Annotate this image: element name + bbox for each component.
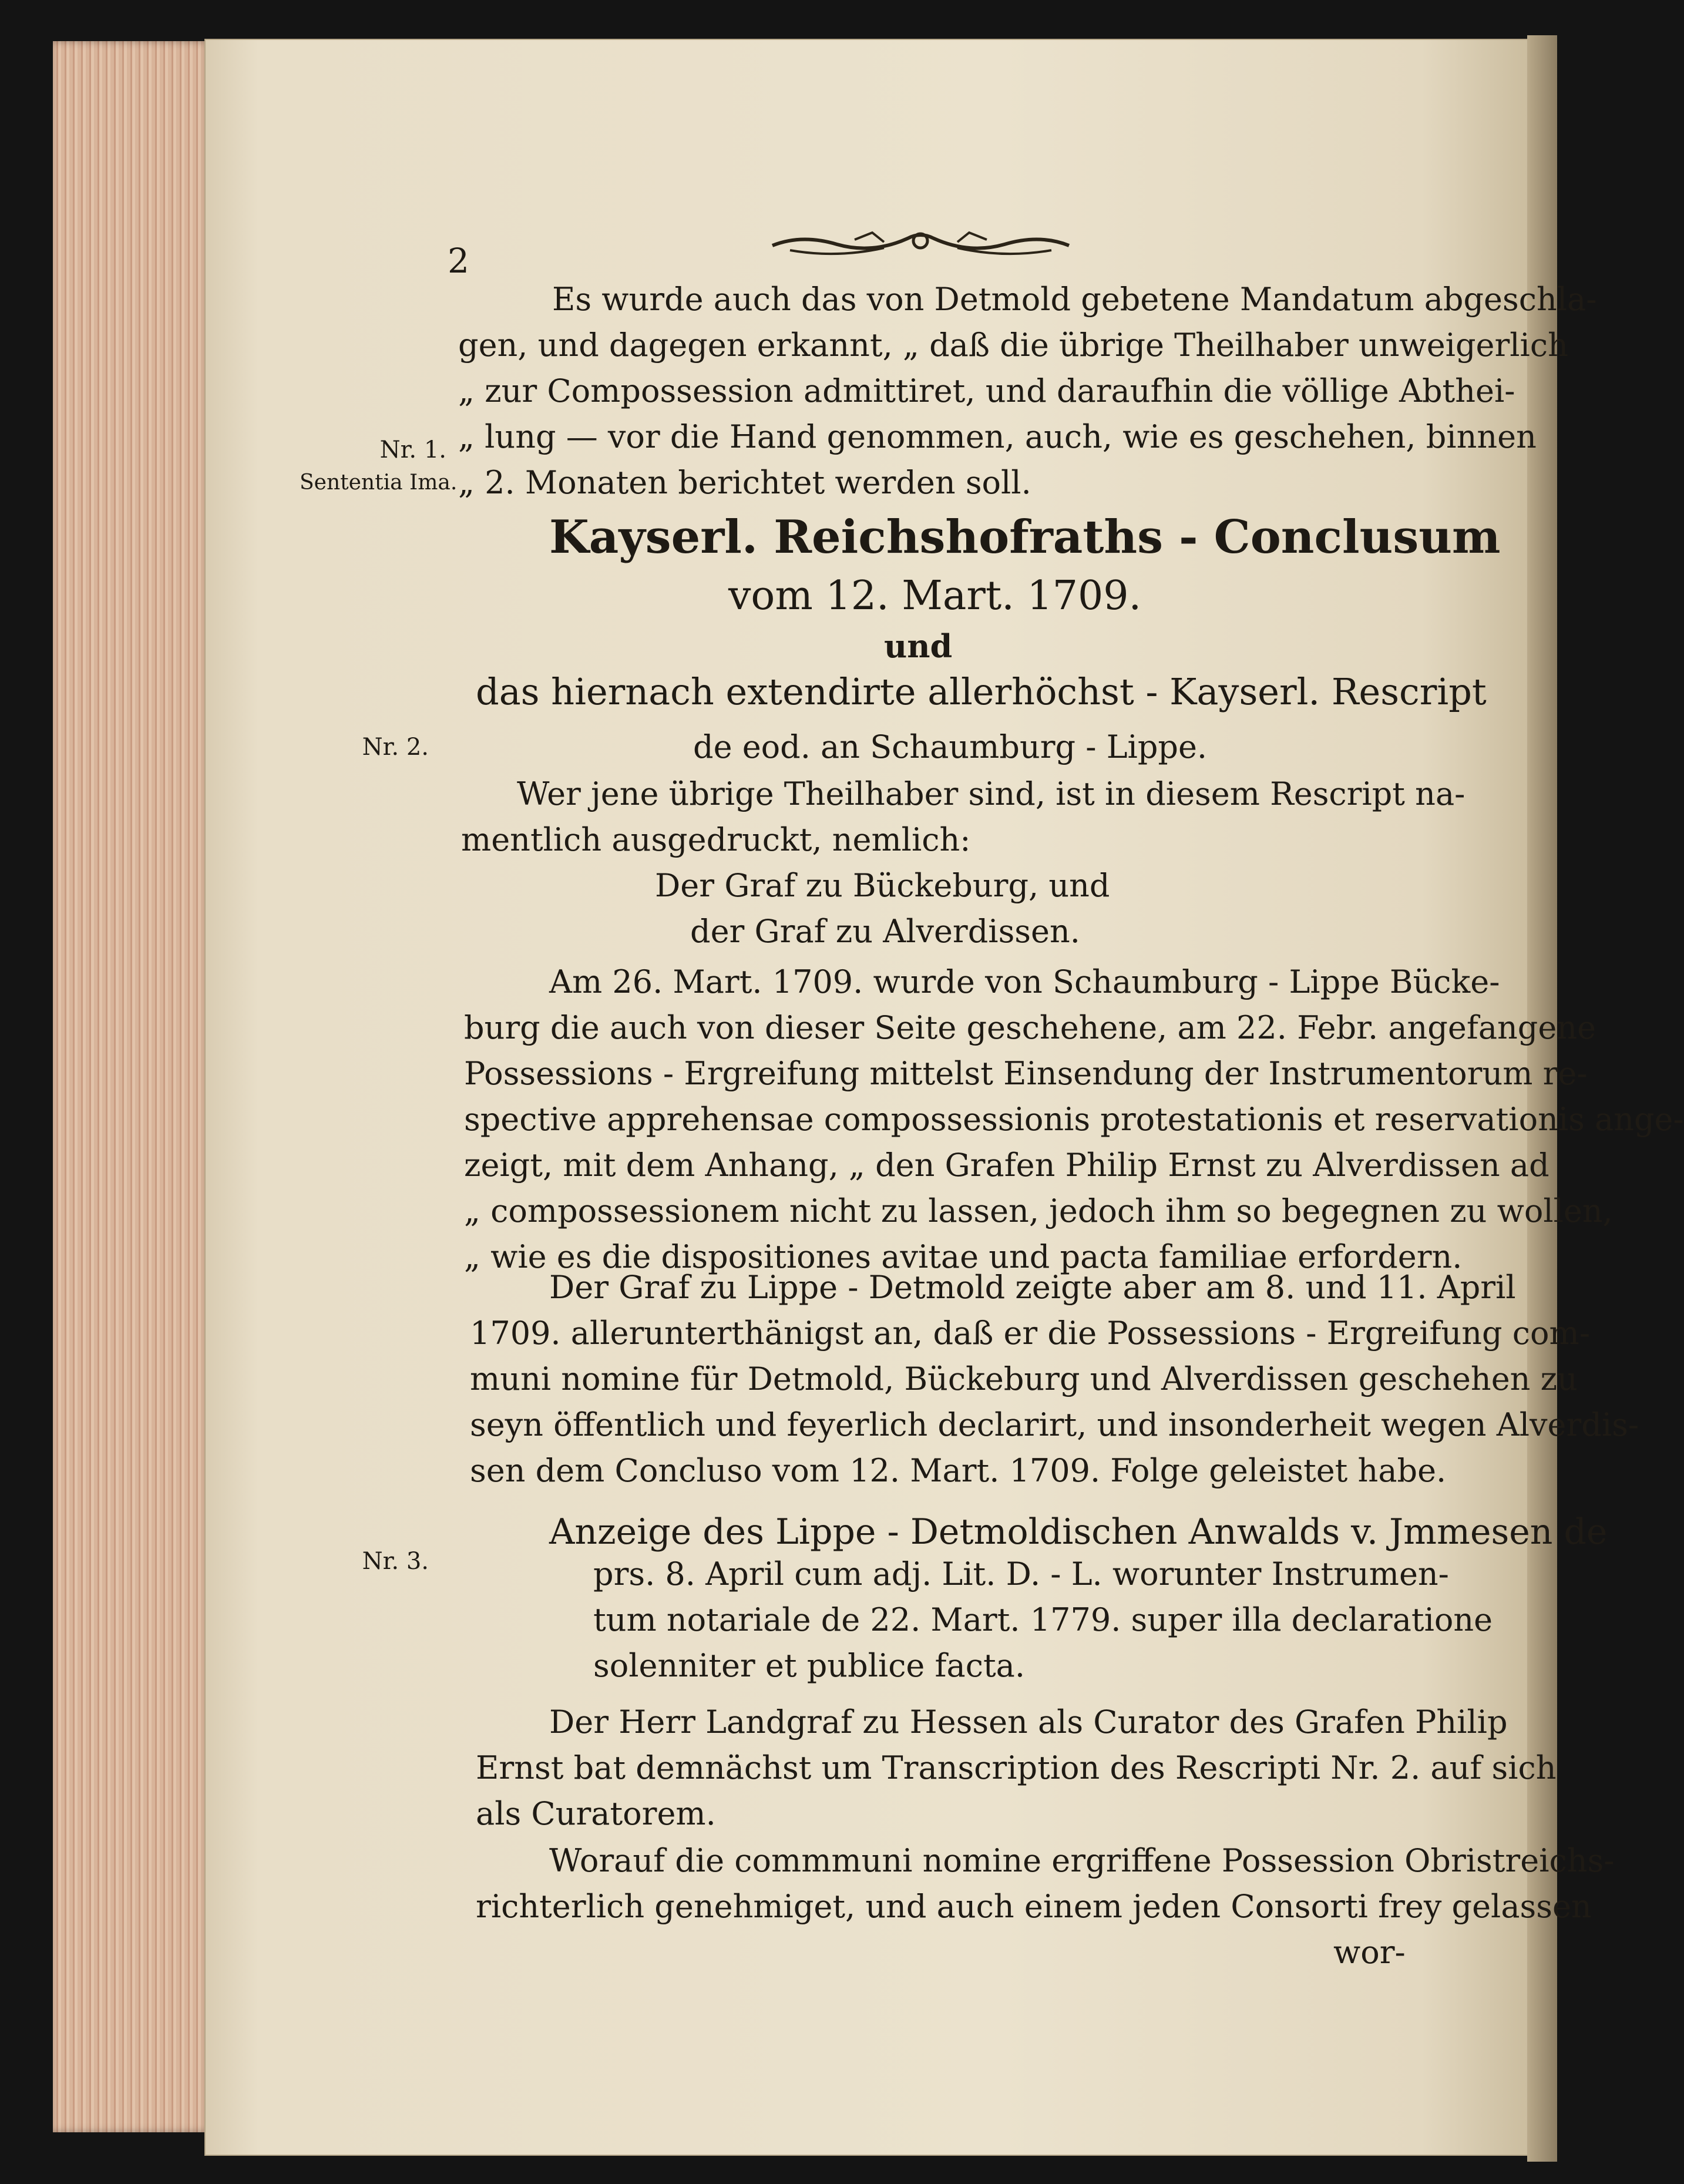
para3-line1: Am 26. Mart. 1709. wurde von Schaumburg - Lippe Bücke- (549, 963, 1500, 1000)
para1-line1: Es wurde auch das von Detmold gebetene Mandatum abgeschla- (552, 281, 1597, 318)
heading2-line1: Anzeige des Lippe - Detmoldischen Anwalds v. Jmmesen de (549, 1511, 1608, 1553)
book-page-edges (53, 41, 211, 2132)
para5-line3: als Curatorem. (476, 1795, 716, 1832)
para2-line3: Der Graf zu Bückeburg, und (655, 867, 1110, 904)
para5-line2: Ernst bat demnächst um Transcription des Rescripti Nr. 2. auf sich (476, 1749, 1557, 1786)
para1-line5: „ 2. Monaten berichtet werden soll. (458, 464, 1031, 501)
para4-line2: 1709. allerunterthänigst an, daß er die Possessions - Ergreifung com- (470, 1315, 1590, 1352)
para1-line3: „ zur Compossession admittiret, und daraufhin die völlige Abthei- (458, 372, 1515, 409)
para4-line5: sen dem Concluso vom 12. Mart. 1709. Folge geleistet habe. (470, 1452, 1447, 1489)
heading2-line2: prs. 8. April cum adj. Lit. D. - L. worunter Instrumen- (593, 1555, 1449, 1592)
para3-line5: zeigt, mit dem Anhang, „ den Grafen Philip Ernst zu Alverdissen ad (464, 1147, 1549, 1184)
para6-line1: Worauf die commmuni nomine ergriffene Possession Obristreichs- (549, 1842, 1615, 1879)
para3-line2: burg die auch von dieser Seite geschehene, am 22. Febr. angefangene (464, 1009, 1596, 1046)
para6-line2: richterlich genehmiget, und auch einem jeden Consorti frey gelassen (476, 1888, 1592, 1925)
para1-line2: gen, und dagegen erkannt, „ daß die übrige Theilhaber unweigerlich (458, 327, 1568, 364)
catchword: wor- (1333, 1934, 1406, 1971)
heading2-line4: solenniter et publice facta. (593, 1647, 1026, 1684)
para3-line4: spective apprehensae compossessionis protestationis et reservationis ange- (464, 1101, 1684, 1138)
para3-line7: „ wie es die dispositiones avitae und pacta familiae erfordern. (464, 1238, 1463, 1275)
heading1-line1: Kayserl. Reichshofraths - Conclusum (549, 510, 1501, 564)
margin-nr2: Nr. 2. (362, 734, 429, 761)
margin-nr1: Nr. 1. (379, 436, 446, 463)
para2-line1: Wer jene übrige Theilhaber sind, ist in diesem Rescript na- (517, 775, 1465, 812)
para4-line3: muni nomine für Detmold, Bückeburg und Alverdissen geschehen zu (470, 1360, 1578, 1397)
margin-nr3: Nr. 3. (362, 1548, 429, 1575)
heading1-line3: und (884, 627, 953, 665)
para4-line4: seyn öffentlich und feyerlich declarirt, und insonderheit wegen Alverdis- (470, 1406, 1639, 1443)
heading2-line3: tum notariale de 22. Mart. 1779. super illa declaratione (593, 1601, 1493, 1638)
para3-line3: Possessions - Ergreifung mittelst Einsendung der Instrumentorum re- (464, 1055, 1588, 1092)
para3-line6: „ compossessionem nicht zu lassen, jedoch ihm so begegnen zu wollen, (464, 1192, 1613, 1229)
para5-line1: Der Herr Landgraf zu Hessen als Curator des Grafen Philip (549, 1703, 1508, 1741)
margin-sententia: Sententia Ima. (300, 471, 458, 495)
page-number: 2 (448, 241, 469, 281)
heading1-line2: vom 12. Mart. 1709. (728, 573, 1142, 619)
para2-line4: der Graf zu Alverdissen. (690, 913, 1080, 950)
para2-line2: mentlich ausgedruckt, nemlich: (461, 821, 971, 858)
ornament-icon (767, 222, 1075, 263)
heading1-line5: de eod. an Schaumburg - Lippe. (693, 728, 1208, 765)
para4-line1: Der Graf zu Lippe - Detmold zeigte aber am 8. und 11. April (549, 1269, 1516, 1306)
para1-line4: „ lung — vor die Hand genommen, auch, wie es geschehen, binnen (458, 418, 1537, 455)
heading1-line4: das hiernach extendirte allerhöchst - Kayserl. Rescript (476, 670, 1487, 713)
